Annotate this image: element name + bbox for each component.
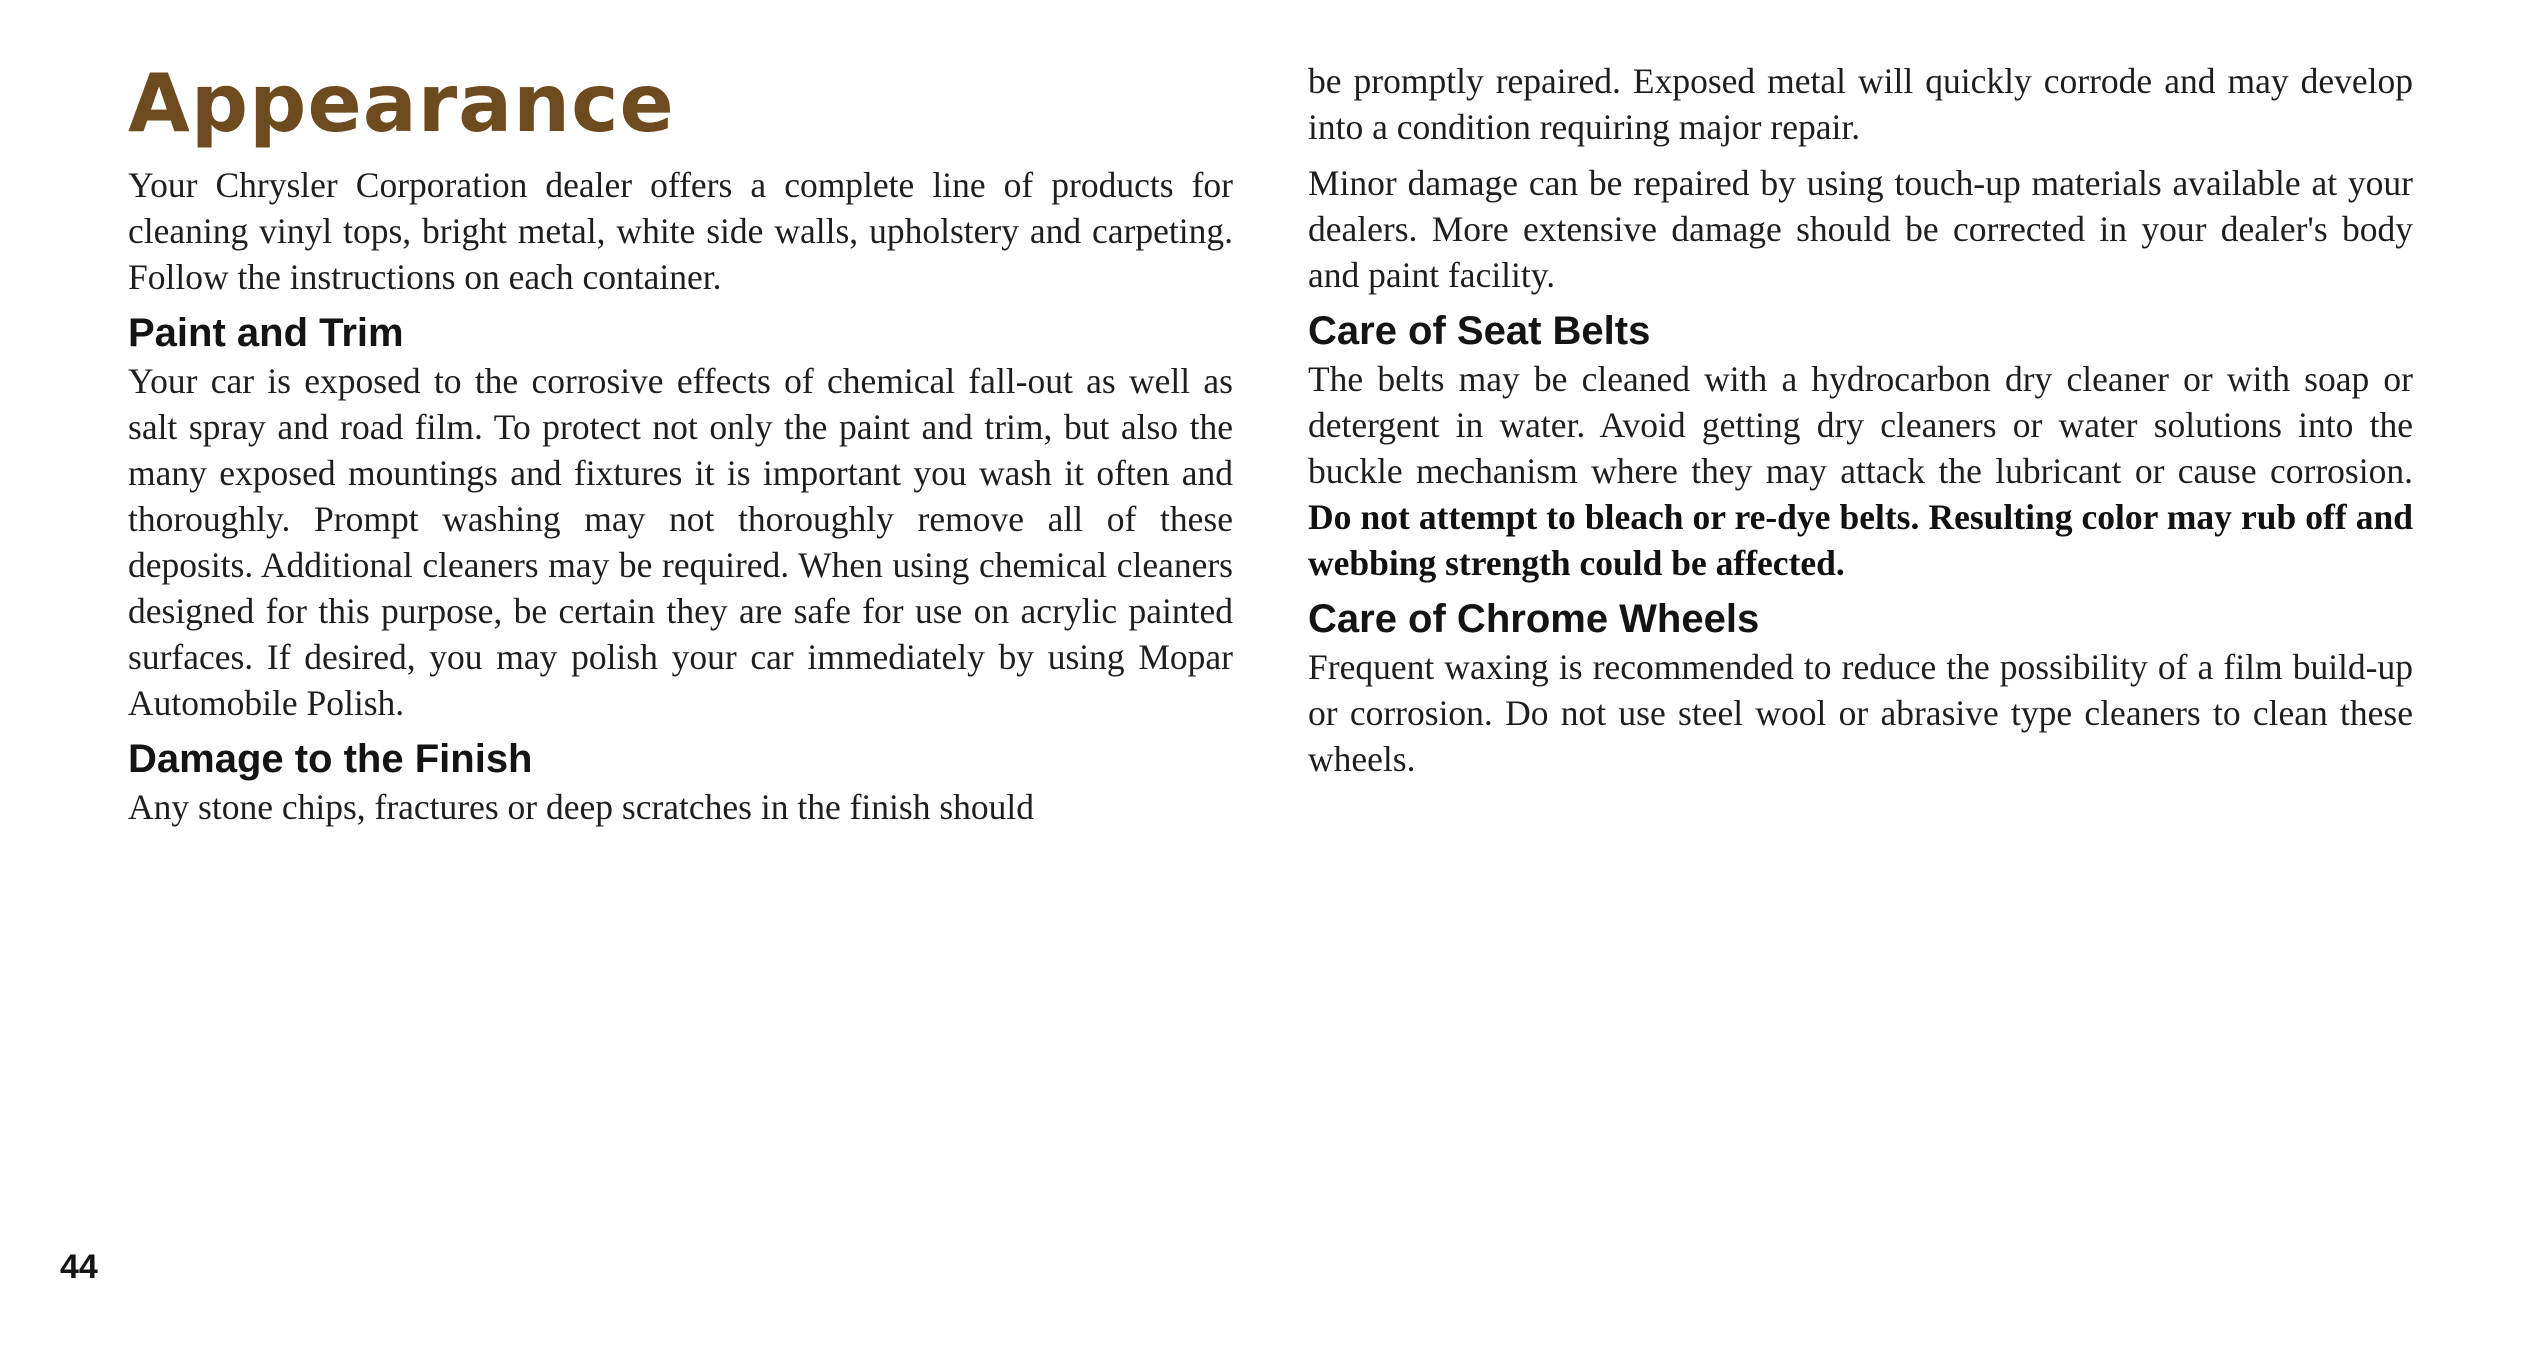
left-column: [128, 57, 1233, 840]
paint-trim-heading: Paint and Trim: [128, 311, 404, 355]
chrome-wheels-paragraph: Frequent waxing is recommended to reduce the possibility of a film build-up or corrosion. Do not use steel wool or abrasive type cleaners to clean these wheels.: [1308, 647, 2413, 779]
page-number: 44: [60, 1248, 98, 1286]
intro-paragraph: Your Chrysler Corporation dealer offers a complete line of products for cleaning vinyl tops, bright metal, white side walls, upholstery and carpeting. Follow the instructions on each container.: [128, 165, 1233, 297]
damage-finish-paragraph: Any stone chips, fractures or deep scratches in the finish should: [128, 787, 1034, 827]
seat-belts-warning: Do not attempt to bleach or re-dye belts. Resulting color may rub off and webbing strength could be affected.: [1308, 497, 2413, 583]
seat-belts-paragraph: [1308, 356, 2413, 586]
seat-belts-text: The belts may be cleaned with a hydrocarbon dry cleaner or with soap or detergent in water. Avoid getting dry cleaners or water solutions into the buckle mechanism where they may attack the lubricant or cause corrosion.: [1308, 359, 2413, 491]
seat-belts-heading: Care of Seat Belts: [1308, 309, 1651, 353]
chrome-wheels-heading: Care of Chrome Wheels: [1308, 597, 1760, 641]
right-column: [1308, 58, 2413, 792]
paint-trim-paragraph: Your car is exposed to the corrosive effects of chemical fall-out as well as salt spray and road film. To protect not only the paint and trim, but also the many exposed mountings and fixtures it is important you wash it often and thoroughly. Prompt washing may not thoroughly remove all of these deposits. Additional cleaners may be required. When using chemical cleaners designed for this purpose, be certain they are safe for use on acrylic painted surfaces. If desired, you may polish your car immediately by using Mopar Automobile Polish.: [128, 361, 1233, 723]
page-title: Appearance: [128, 57, 675, 150]
damage-finish-heading: Damage to the Finish: [128, 737, 533, 781]
minor-damage-paragraph: Minor damage can be repaired by using touch-up materials available at your dealers. More extensive damage should be corrected in your dealer's body and paint facility.: [1308, 163, 2413, 295]
damage-continued-paragraph: be promptly repaired. Exposed metal will quickly corrode and may develop into a condition requiring major repair.: [1308, 61, 2413, 147]
